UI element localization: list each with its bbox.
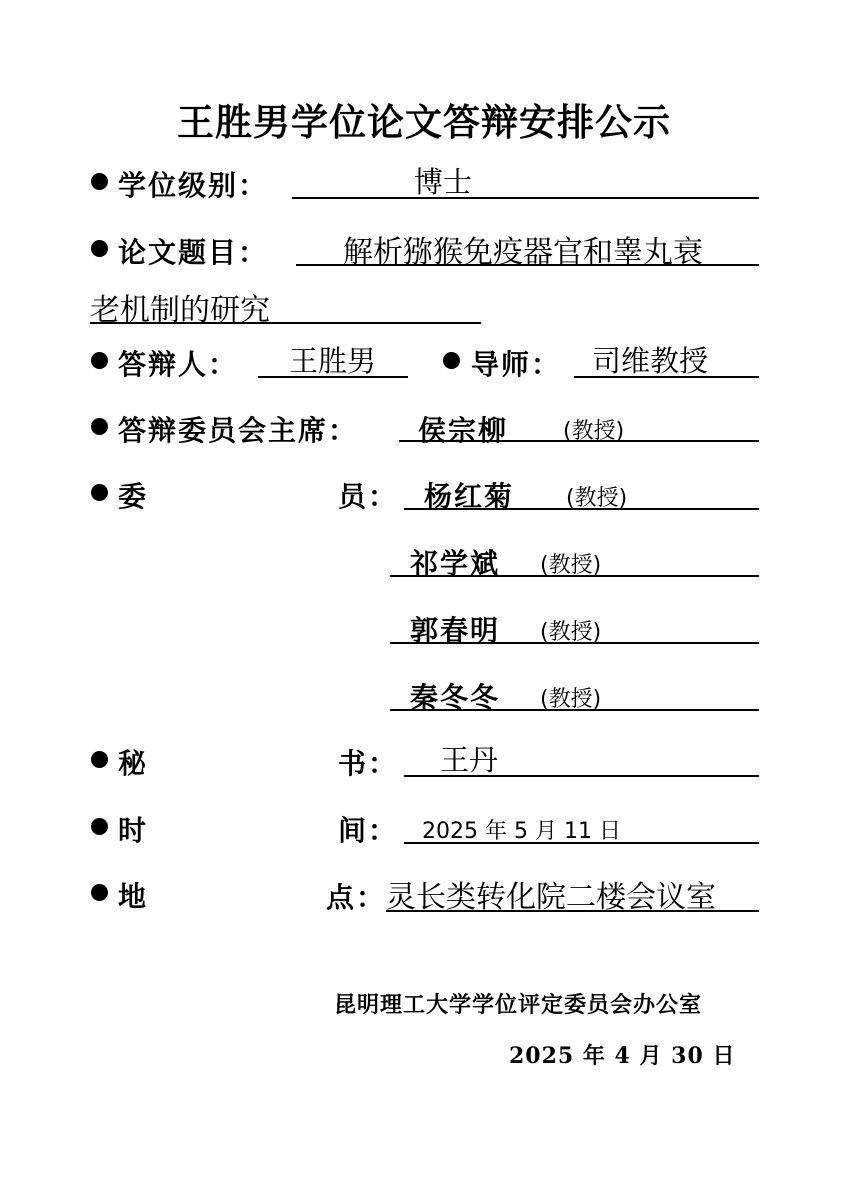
member-underline: [404, 508, 759, 510]
members-label-left: 委: [118, 480, 149, 513]
time-value: 2025 年 5 月 11 日: [422, 819, 621, 844]
member-underline: [390, 709, 759, 711]
issue-date: 2025 年 4 月 30 日: [509, 1043, 736, 1069]
bullet-icon: [91, 751, 108, 768]
bullet-icon: [443, 352, 460, 369]
advisor-label: 导师：: [471, 348, 562, 381]
bullet-icon: [91, 352, 108, 369]
time-label-right: 间：: [338, 814, 399, 847]
bullet-icon: [91, 173, 108, 190]
members-label-right: 员：: [338, 480, 399, 513]
place-label-left: 地: [118, 880, 149, 913]
degree-label: 学位级别：: [118, 169, 269, 202]
member-name: 杨红菊: [424, 480, 515, 513]
bullet-icon: [91, 418, 108, 435]
bullet-icon: [91, 818, 108, 835]
defender-label: 答辩人：: [118, 348, 239, 381]
place-underline: [386, 910, 759, 912]
secretary-label-left: 秘: [118, 747, 149, 780]
member-title: (教授): [566, 486, 628, 511]
chair-title: (教授): [563, 419, 625, 444]
member-underline: [390, 642, 759, 644]
time-label-left: 时: [118, 814, 149, 847]
member-title: (教授): [540, 620, 602, 645]
chair-underline: [399, 440, 759, 442]
secretary-value: 王丹: [440, 743, 499, 777]
thesis-label: 论文题目：: [118, 236, 269, 269]
chair-label: 答辩委员会主席：: [118, 414, 359, 447]
advisor-underline: [574, 376, 759, 378]
thesis-value-line2: 老机制的研究: [90, 293, 270, 328]
secretary-underline: [404, 775, 759, 777]
member-title: (教授): [540, 553, 602, 578]
place-label-right: 点：: [326, 881, 387, 914]
member-title: (教授): [540, 687, 602, 712]
degree-value: 博士: [414, 165, 473, 199]
member-underline: [390, 575, 759, 577]
issuing-office: 昆明理工大学学位评定委员会办公室: [334, 992, 703, 1018]
place-value: 灵长类转化院二楼会议室: [386, 880, 716, 915]
bullet-icon: [91, 484, 108, 501]
bullet-icon: [91, 240, 108, 257]
member-name: 秦冬冬: [410, 681, 501, 714]
time-underline: [404, 842, 759, 844]
bullet-icon: [91, 884, 108, 901]
thesis-underline-1: [296, 264, 759, 266]
page-title: 王胜男学位论文答辩安排公示: [177, 101, 671, 144]
chair-name: 侯宗柳: [418, 414, 509, 447]
member-name: 祁学斌: [410, 547, 501, 580]
member-name: 郭春明: [410, 614, 501, 647]
advisor-value: 司维教授: [592, 344, 709, 378]
degree-underline: [292, 197, 759, 199]
defender-underline: [258, 376, 408, 378]
secretary-label-right: 书：: [338, 747, 399, 780]
thesis-underline-2: [90, 322, 481, 324]
defender-value: 王胜男: [289, 344, 377, 378]
thesis-value-line1: 解析猕猴免疫器官和睾丸衰: [343, 235, 703, 270]
